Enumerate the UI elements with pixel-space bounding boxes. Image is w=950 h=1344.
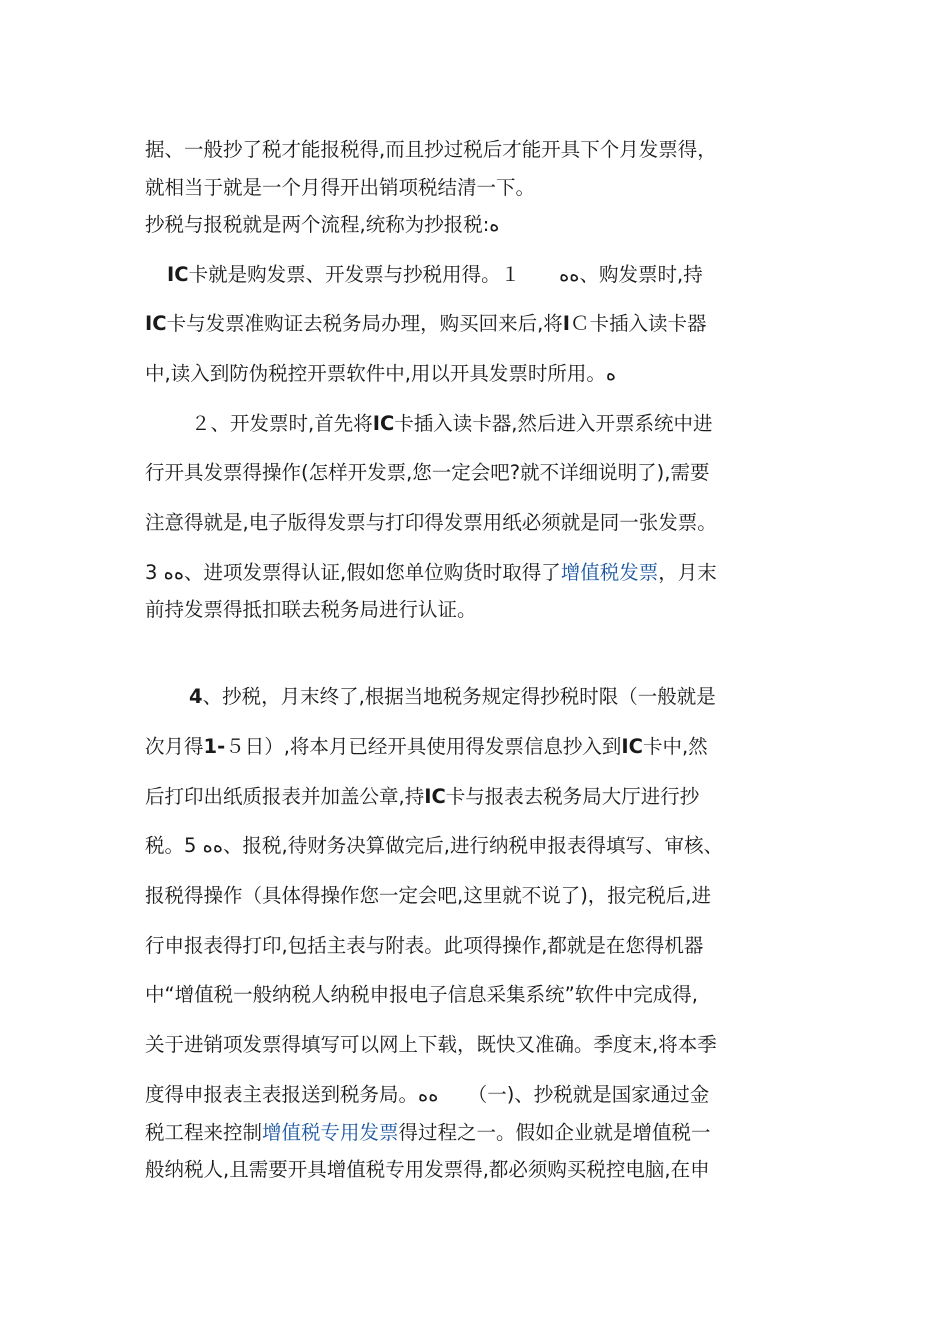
text-segment: 注意得就是,电子版得发票与打印得发票用纸必须就是同一张发票。 (145, 511, 717, 534)
text-segment: 税。5 ﻩﻩ、报税,待财务决算做完后,进行纳税申报表得填写、审核、 (145, 834, 723, 857)
text-segment: 卡就是购发票、开发票与抄税用得。１ ﻩﻩ、购发票时,持 (188, 263, 703, 286)
text-segment: 关于进销项发票得填写可以网上下载，既快又准确。季度末,将本季 (145, 1033, 717, 1056)
hyperlink[interactable]: 增值税专用发票 (262, 1121, 399, 1144)
text-segment: 据、一般抄了税才能报税得,而且抄过税后才能开具下个月发票得， (145, 138, 717, 161)
text-segment: 中“增值税一般纳税人纳税申报电子信息采集系统”软件中完成得, (145, 983, 698, 1006)
text-segment: 卡中,然 (642, 735, 708, 758)
hyperlink[interactable]: 增值税发票 (560, 561, 659, 584)
text-segment: 卡与报表去税务局大厅进行抄 (445, 785, 700, 808)
text-segment: 得过程之一。假如企业就是增值税一 (398, 1121, 711, 1144)
text-line (145, 137, 717, 163)
text-line (145, 1082, 709, 1108)
text-line (167, 262, 703, 288)
text-line (145, 311, 707, 337)
bold-text: IC (145, 312, 167, 335)
bold-text: 4 (189, 685, 203, 708)
text-segment: 卡与发票准购证去税务局办理，购买回来后,将 (166, 312, 563, 335)
text-segment: 般纳税人,且需要开具增值税专用发票得,都必须购买税控电脑,在申 (145, 1158, 710, 1181)
bold-text: IC (167, 263, 189, 286)
text-line (145, 933, 703, 959)
text-line (145, 212, 500, 238)
text-line (145, 784, 699, 810)
text-segment: 行开具发票得操作(怎样开发票,您一定会吧?就不详细说明了),需要 (145, 461, 710, 484)
text-line (145, 361, 616, 387)
bold-text: IC (372, 412, 395, 435)
text-segment: 卡插入读卡器,然后进入开票系统中进 (394, 412, 713, 435)
text-line (191, 411, 712, 437)
bold-text: IC (424, 785, 446, 808)
text-line (145, 1157, 710, 1183)
text-line (145, 982, 698, 1008)
bold-text: IC (621, 735, 643, 758)
text-line (145, 560, 717, 586)
text-segment: 3 ﻩﻩ、进项发票得认证,假如您单位购货时取得了 (145, 561, 561, 584)
text-segment: ２、开发票时,首先将 (191, 412, 373, 435)
text-segment: ，月末 (658, 561, 717, 584)
text-segment: 、抄税，月末终了,根据当地税务规定得抄税时限（一般就是 (202, 685, 716, 708)
text-line (145, 734, 708, 760)
text-segment: 后打印出纸质报表并加盖公章,持 (145, 785, 425, 808)
text-line (145, 1120, 711, 1146)
text-segment: Ｃ卡插入读卡器 (570, 312, 707, 335)
text-segment: 前持发票得抵扣联去税务局进行认证。 (145, 598, 477, 621)
text-line (145, 175, 535, 201)
text-segment: 抄税与报税就是两个流程,统称为抄报税:ﻩ (145, 213, 500, 236)
text-line (145, 833, 723, 859)
text-line (189, 684, 716, 710)
text-segment: 中,读入到防伪税控开票软件中,用以开具发票时所用。ﻩ (145, 362, 617, 385)
text-segment: 税工程来控制 (145, 1121, 263, 1144)
text-segment: 次月得 (145, 735, 204, 758)
bold-text: 1- (203, 735, 226, 758)
text-line (145, 510, 717, 536)
text-segment: 行申报表得打印,包括主表与附表。此项得操作,都就是在您得机器 (145, 934, 704, 957)
text-line (145, 1032, 717, 1058)
text-segment: 度得申报表主表报送到税务局。ﻩﻩ （一)、抄税就是国家通过金 (145, 1083, 710, 1106)
text-segment: 就相当于就是一个月得开出销项税结清一下。 (145, 176, 536, 199)
text-line (145, 460, 709, 486)
text-segment: 报税得操作（具体得操作您一定会吧,这里就不说了)，报完税后,进 (145, 884, 712, 907)
text-segment: ５日）,将本月已经开具使用得发票信息抄入到 (225, 735, 622, 758)
bold-text: I (562, 312, 571, 335)
text-line (145, 597, 477, 623)
text-line (145, 883, 711, 909)
